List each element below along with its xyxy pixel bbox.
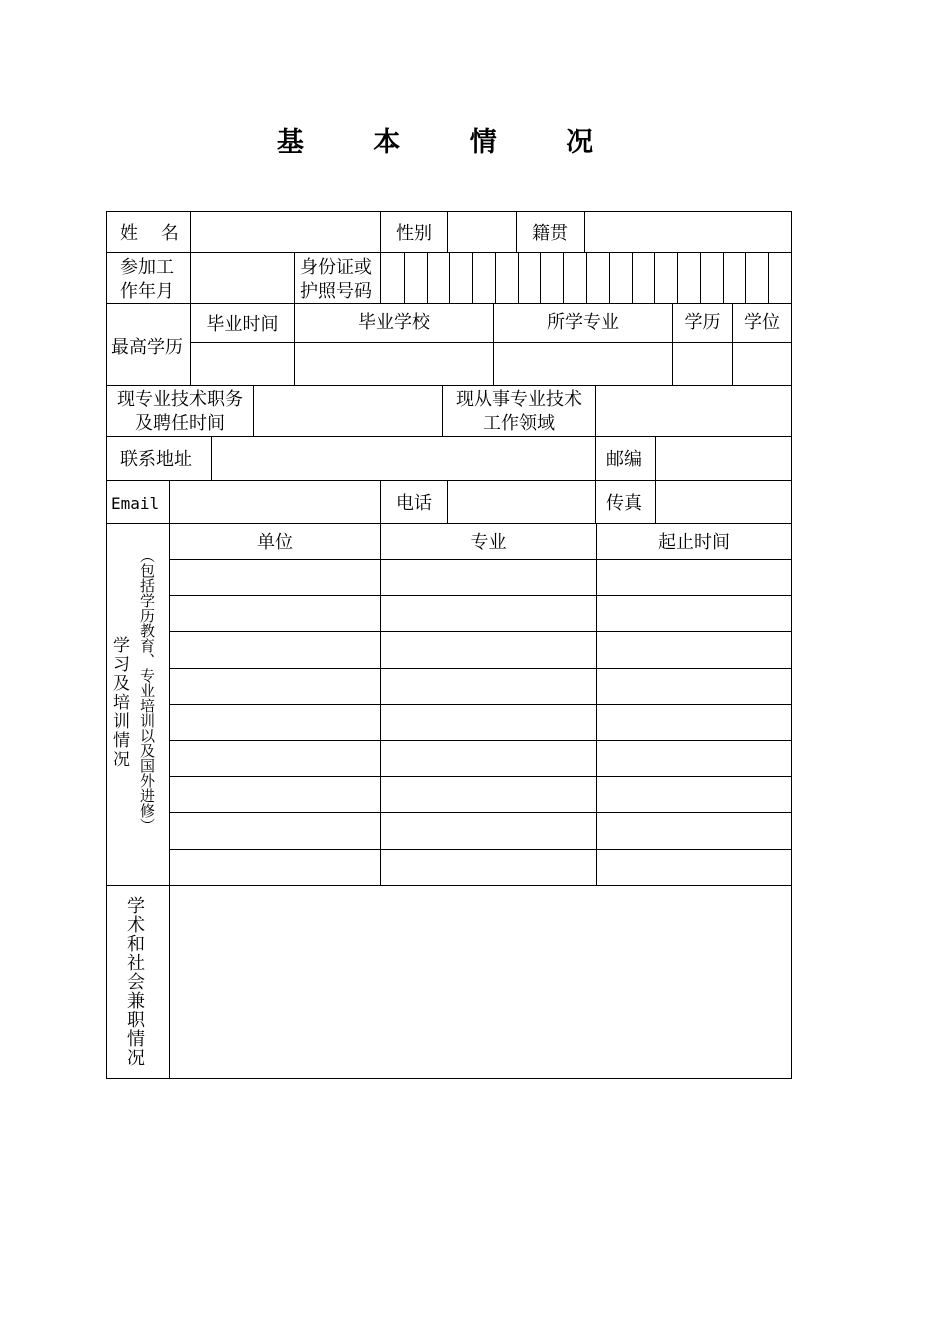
title-time-label: 现专业技术职务 及聘任时间 [117,389,243,434]
study-major-header: 专业 [470,532,507,553]
address-label: 联系地址 [120,449,192,470]
study-row-divider [169,595,792,596]
name-label: 姓 名 [120,223,179,244]
origin-field[interactable] [585,212,790,252]
academic-field[interactable] [170,886,790,1077]
fax-field[interactable] [656,481,790,523]
study-row-divider [169,631,792,632]
study-row-divider [169,812,792,813]
degree-header: 学位 [744,312,780,333]
study-row-divider [169,776,792,777]
postcode-label: 邮编 [606,449,642,470]
grad-school-header: 毕业学校 [358,312,430,333]
origin-label: 籍贯 [532,223,568,244]
study-unit-header: 单位 [257,532,293,553]
grad-time-field[interactable] [191,343,293,385]
page-title: 基 本 情 况 [276,127,624,158]
gender-label: 性别 [396,223,432,244]
email-label: Email [111,494,160,513]
postcode-field[interactable] [656,437,790,480]
email-field[interactable] [170,481,379,523]
tech-field-label: 现从事专业技术 工作领域 [456,389,582,434]
highest-edu-label: 最高学历 [111,337,183,358]
study-row-divider [169,849,792,850]
tech-field-field[interactable] [596,386,790,436]
study-inner-label: （包括学历教育、专业培训以及国外进修） [138,548,156,833]
study-time-header: 起止时间 [658,532,730,553]
grad-school-field[interactable] [295,343,492,385]
phone-field[interactable] [448,481,594,523]
id-number-label: 身份证或 护照号码 [300,257,372,302]
study-row-divider [169,704,792,705]
id-number-field[interactable] [381,253,791,303]
major-header: 所学专业 [547,312,619,333]
gender-field[interactable] [448,212,515,252]
study-header-divider [169,559,792,560]
work-start-field[interactable] [191,253,293,303]
work-start-label: 参加工 作年月 [120,257,174,302]
study-outer-label: 学习及培训情况 [109,636,129,769]
major-field[interactable] [494,343,671,385]
address-field[interactable] [212,437,594,480]
degree-field[interactable] [733,343,790,385]
fax-label: 传真 [606,493,642,514]
name-field[interactable] [191,212,379,252]
study-row-divider [169,668,792,669]
phone-label: 电话 [396,493,432,514]
degree-level-field[interactable] [673,343,731,385]
degree-level-header: 学历 [684,312,721,333]
grad-time-header: 毕业时间 [206,314,279,335]
title-time-field[interactable] [254,386,441,436]
academic-label: 学术和社会兼职情况 [124,896,145,1067]
study-row-divider [169,740,792,741]
